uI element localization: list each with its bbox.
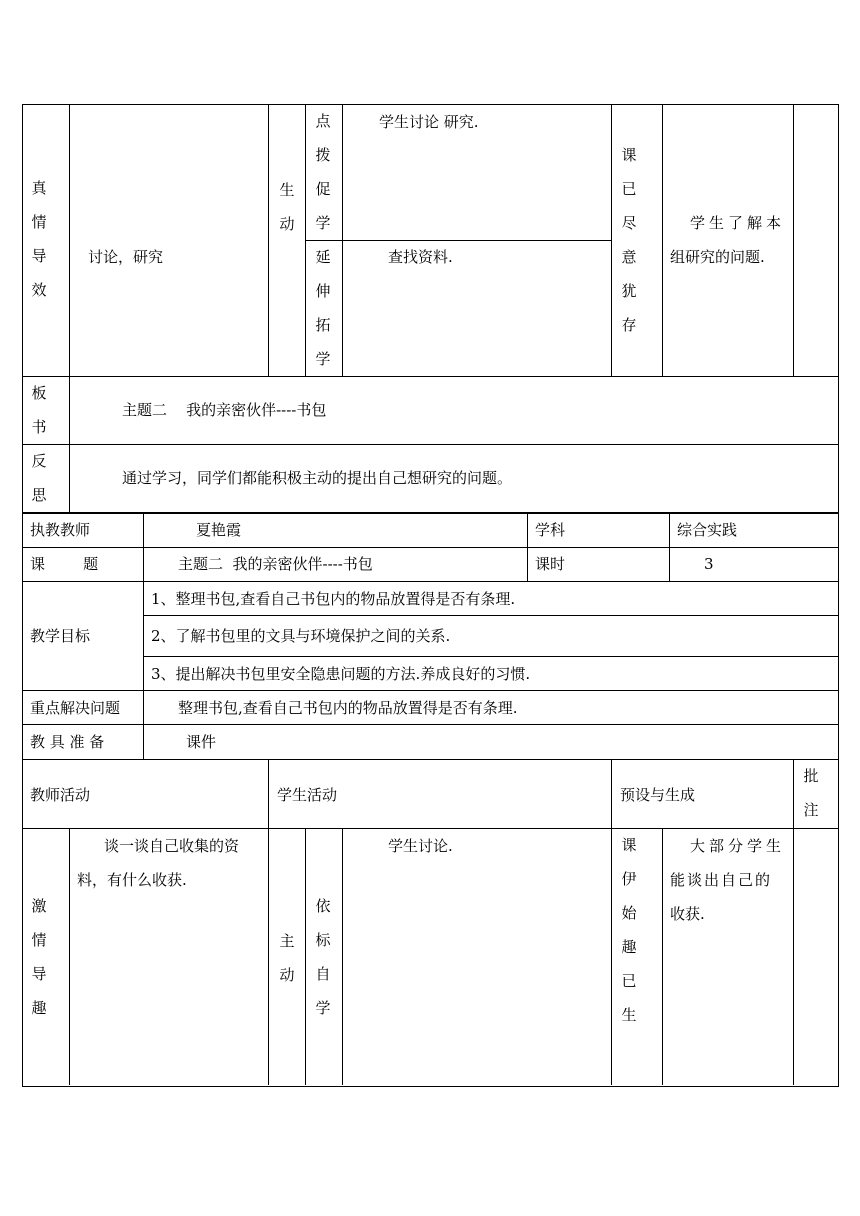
tools-label: 教 具 准 备 <box>30 733 105 751</box>
subject-value: 综合实践 <box>677 521 738 539</box>
header-note: 批 注 <box>803 767 819 819</box>
subject-label: 学科 <box>535 521 566 539</box>
outcome-line-2b: 能谈出自己的 <box>670 871 773 889</box>
board-label: 板 书 <box>31 384 47 436</box>
header-student-activity: 学生活动 <box>277 786 338 804</box>
reflection-label: 反 思 <box>31 452 47 504</box>
teacher-activity-text: 讨论，研究 <box>88 248 164 266</box>
outcome-line-1b: 大部分学生 <box>690 837 786 855</box>
sub-label-yibiaozixue: 依 标 自 学 <box>315 897 331 1017</box>
top-table-border <box>22 104 839 514</box>
teacher-activity-line-1: 谈一谈自己收集的资 <box>104 837 240 855</box>
teacher-name: 夏艳霞 <box>196 521 242 539</box>
teacher-label: 执教教师 <box>30 521 91 539</box>
stage-label-2: 课 伊 始 趣 已 生 <box>621 836 637 1024</box>
sub1-content: 学生讨论 研究. <box>379 113 479 131</box>
activity-mode-label: 主 动 <box>279 932 295 984</box>
student-activity-content: 学生讨论. <box>388 837 453 855</box>
goal-item: 2、了解书包里的文具与环境保护之间的关系. <box>151 627 451 645</box>
period-value: 3 <box>704 555 714 573</box>
stage-label: 课 已 尽 意 犹 存 <box>621 146 637 334</box>
key-problem-value: 整理书包,查看自己书包内的物品放置得是否有条理. <box>178 699 518 717</box>
period-label: 课时 <box>535 555 566 573</box>
board-content: 主题二 我的亲密伙伴----书包 <box>122 401 327 419</box>
sub2-content: 查找资料. <box>388 248 453 266</box>
goal-item: 1、整理书包,查看自己书包内的物品放置得是否有条理. <box>151 590 516 608</box>
student-mode-label: 生 动 <box>279 181 295 233</box>
outcome-line-3b: 收获. <box>670 905 705 923</box>
header-preset: 预设与生成 <box>620 786 696 804</box>
row-label-jiqingdaoqu: 激 情 导 趣 <box>31 897 47 1017</box>
goals-label: 教学目标 <box>30 627 91 645</box>
outcome-line-1: 学生了解本 <box>690 214 786 232</box>
goal-item: 3、提出解决书包里安全隐患问题的方法.养成良好的习惯. <box>151 665 531 683</box>
key-problem-label: 重点解决问题 <box>30 699 121 717</box>
row-label-zhenqingdaoxiao: 真 情 导 效 <box>31 179 47 299</box>
outcome-line-2: 组研究的问题. <box>670 248 765 266</box>
teacher-activity-line-2: 料，有什么收获. <box>77 871 187 889</box>
header-teacher-activity: 教师活动 <box>30 786 91 804</box>
topic-value: 主题二 我的亲密伙伴----书包 <box>178 555 373 573</box>
reflection-content: 通过学习，同学们都能积极主动的提出自己想研究的问题。 <box>122 469 513 487</box>
tools-value: 课件 <box>186 733 217 751</box>
sub-label-dianbocuxue: 点 拨 促 学 <box>315 112 331 232</box>
sub-label-yanshentuoxue: 延 伸 拓 学 <box>315 248 331 368</box>
topic-label: 课 题 <box>30 555 99 573</box>
